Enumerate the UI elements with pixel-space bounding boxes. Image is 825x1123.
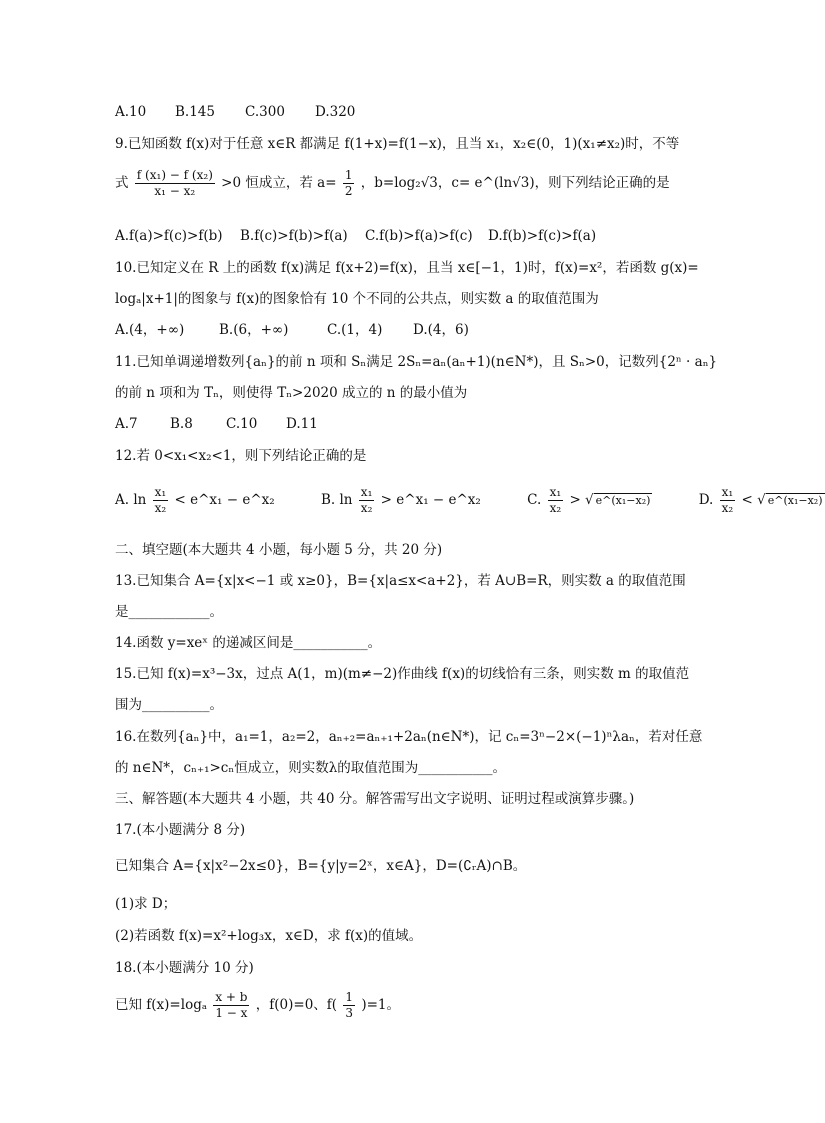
q17-part1: (1)求 D； <box>115 896 177 912</box>
q15-stem-line2: 围为__________。 <box>115 697 223 713</box>
q8-option-b: B.145 <box>175 104 215 120</box>
q10-stem-line1: 10.已知定义在 R 上的函数 f(x)满足 f(x+2)=f(x)，且当 x∈[−1，1)时，f(x)=x²，若函数 g(x)= <box>115 260 699 276</box>
q12-option-c-numerator: x₁ <box>549 485 562 499</box>
q11-option-a: A.7 <box>115 416 138 432</box>
q18-post: )=1。 <box>361 997 400 1013</box>
q12-option-a <box>115 485 275 516</box>
q12-option-c-denominator: x₂ <box>549 501 562 515</box>
q18-mid: ，f(0)=0、f( <box>255 997 338 1013</box>
q9-mid: >0 恒成立，若 a= <box>221 175 337 191</box>
q12-option-a-expression: < e^x₁ − e^x₂ <box>174 492 275 508</box>
q12-option-d-relation: < <box>741 492 753 508</box>
q9-option-d: D.f(b)>f(c)>f(a) <box>488 228 597 244</box>
q11-stem-line1: 11.已知单调递增数列{aₙ}的前 n 项和 Sₙ满足 2Sₙ=aₙ(aₙ+1)(n∈N*)，且 Sₙ>0，记数列{2ⁿ · aₙ} <box>115 354 718 370</box>
q9-a-numerator: 1 <box>344 168 353 182</box>
q9-stem-line2 <box>115 168 670 199</box>
q18-heading: 18.(本小题满分 10 分) <box>115 960 254 976</box>
q12-option-a-prefix: A. ln <box>115 492 147 508</box>
q12-option-d-fraction <box>720 485 736 516</box>
q12-option-a-denominator: x₂ <box>154 501 167 515</box>
q12-option-b-denominator: x₂ <box>360 501 373 515</box>
q13-stem-line1: 13.已知集合 A={x|x<−1 或 x≥0}，B={x|a≤x<a+2}，若 A∪B=R，则实数 a 的取值范围 <box>115 573 686 589</box>
q9-a-fraction <box>343 168 355 199</box>
q12-option-d: D. $\frac{\text{x₁}}{\text{x₂}}$ < √ e^(x₁−x₂) <box>698 485 823 515</box>
q10-option-c: C.(1，4) <box>327 322 383 338</box>
q12-stem: 12.若 0<x₁<x₂<1，则下列结论正确的是 <box>115 448 367 464</box>
q12-option-c-relation: > <box>569 492 581 508</box>
q18-log-numerator: x + b <box>215 990 248 1004</box>
q9-option-b: B.f(c)>f(b)>f(a) <box>240 228 348 244</box>
q12-option-c-fraction <box>548 485 564 516</box>
q12-option-d-numerator: x₁ <box>721 485 734 499</box>
q12-option-b-fraction <box>359 485 375 516</box>
q11-options <box>115 414 318 434</box>
q9-tail: ，b=log₂√3，c= e^(ln√3)，则下列结论正确的是 <box>360 175 670 191</box>
q16-stem-line1: 16.在数列{aₙ}中，a₁=1，a₂=2，aₙ₊₂=aₙ₊₁+2aₙ(n∈N*)，记 cₙ=3ⁿ−2×(−1)ⁿλaₙ，若对任意 <box>115 729 703 745</box>
q12-option-b-numerator: x₁ <box>360 485 373 499</box>
q17-stem: 已知集合 A={x|x²−2x≤0}，B={y|y=2ˣ，x∈A}，D=(∁ᵣA)∩B。 <box>115 858 527 874</box>
q9-options <box>115 226 596 246</box>
q11-option-b: B.8 <box>170 416 193 432</box>
q8-options <box>115 102 355 122</box>
q18-third-fraction <box>343 990 355 1021</box>
section-fill-in-heading: 二、填空题(本大题共 4 小题，每小题 5 分，共 20 分) <box>115 542 443 558</box>
q9-fraction-numerator: f (x₁) − f (x₂) <box>136 168 213 182</box>
q12-option-a-numerator: x₁ <box>154 485 167 499</box>
q18-third-numerator: 1 <box>345 990 354 1004</box>
q10-option-d: D.(4，6) <box>413 322 469 338</box>
q12-option-c-prefix: C. <box>527 492 542 508</box>
q17-heading: 17.(本小题满分 8 分) <box>115 822 246 838</box>
q8-option-a: A.10 <box>115 104 147 120</box>
q12-option-d-radicand: e^(x₁−x₂) <box>767 494 823 507</box>
q16-stem-line2: 的 n∈N*，cₙ₊₁>cₙ恒成立，则实数λ的取值范围为___________。 <box>115 760 506 776</box>
q11-option-c: C.10 <box>226 416 258 432</box>
q12-option-c: C. $\frac{\text{x₁}}{\text{x₂}}$ > √ e^(x₁−x₂) <box>527 485 651 515</box>
q9-prefix: 式 <box>115 175 129 191</box>
q10-options <box>115 320 469 340</box>
q12-option-d-denominator: x₂ <box>721 501 734 515</box>
q9-fraction <box>135 168 215 199</box>
section-solution-heading: 三、解答题(本大题共 4 小题，共 40 分。解答需写出文字说明、证明过程或演算步骤。) <box>115 791 635 807</box>
q18-third-denominator: 3 <box>345 1006 354 1020</box>
q18-log-fraction <box>213 990 249 1021</box>
q9-a-denominator: 2 <box>344 184 353 198</box>
q14-stem: 14.函数 y=xeˣ 的递减区间是___________。 <box>115 635 382 651</box>
q15-stem-line1: 15.已知 f(x)=x³−3x，过点 A(1，m)(m≠−2)作曲线 f(x)的切线恰有三条，则实数 m 的取值范 <box>115 666 690 682</box>
q12-option-b-prefix: B. ln <box>320 492 353 508</box>
q9-option-c: C.f(b)>f(a)>f(c) <box>365 228 473 244</box>
q17-part2: (2)若函数 f(x)=x²+log₃x，x∈D，求 f(x)的值域。 <box>115 928 423 944</box>
q10-option-b: B.(6，+∞) <box>219 322 289 338</box>
q18-log-denominator: 1 − x <box>215 1006 248 1020</box>
q12-option-c-radicand: e^(x₁−x₂) <box>595 494 651 507</box>
q8-option-d: D.320 <box>315 104 356 120</box>
q9-option-a: A.f(a)>f(c)>f(b) <box>115 228 223 244</box>
q12-option-d-prefix: D. <box>698 492 714 508</box>
q13-stem-line2: 是____________。 <box>115 604 223 620</box>
q12-option-b <box>321 485 481 516</box>
q9-stem-line1: 9.已知函数 f(x)对于任意 x∈R 都满足 f(1+x)=f(1−x)，且当 x₁，x₂∈(0，1)(x₁≠x₂)时，不等 <box>115 136 680 152</box>
q18-stem <box>115 990 400 1021</box>
q10-option-a: A.(4，+∞) <box>115 322 185 338</box>
q12-option-a-fraction <box>153 485 169 516</box>
q11-option-d: D.11 <box>286 416 318 432</box>
q12-options <box>115 485 825 516</box>
q10-stem-line2: logₐ|x+1|的图象与 f(x)的图象恰有 10 个不同的公共点，则实数 a 的取值范围为 <box>115 291 599 307</box>
q11-stem-line2: 的前 n 项和为 Tₙ，则使得 Tₙ>2020 成立的 n 的最小值为 <box>115 385 468 401</box>
q9-fraction-denominator: x₁ − x₂ <box>154 184 196 198</box>
q18-prefix: 已知 f(x)=logₐ <box>115 997 208 1013</box>
q8-option-c: C.300 <box>245 104 285 120</box>
q12-option-b-expression: > e^x₁ − e^x₂ <box>380 492 481 508</box>
